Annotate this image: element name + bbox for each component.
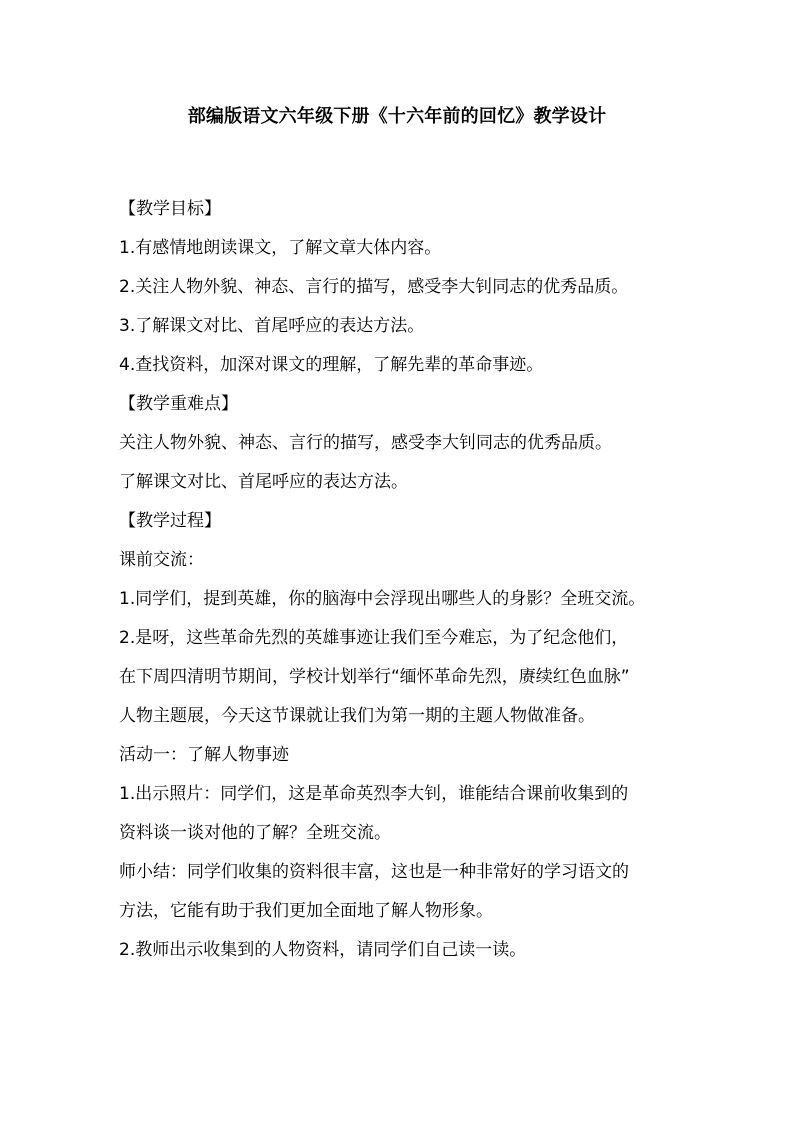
paragraph-line: 资料谈一谈对他的了解？全班交流。: [119, 823, 391, 843]
paragraph-line: 人物主题展，今天这节课就让我们为第一期的主题人物做准备。: [119, 706, 595, 726]
document-title: 部编版语文六年级下册《十六年前的回忆》教学设计: [187, 106, 607, 127]
paragraph-line: 方法，它能有助于我们更加全面地了解人物形象。: [119, 901, 493, 921]
paragraph-line: 1.有感情地朗读课文，了解文章大体内容。: [119, 238, 442, 258]
paragraph-line: 4.查找资料，加深对课文的理解，了解先辈的革命事迹。: [119, 355, 544, 375]
paragraph-line: 3.了解课文对比、首尾呼应的表达方法。: [119, 316, 425, 336]
paragraph-line: 1.同学们，提到英雄，你的脑海中会浮现出哪些人的身影？全班交流。: [119, 589, 646, 609]
paragraph-line: 师小结：同学们收集的资料很丰富，这也是一种非常好的学习语文的: [119, 862, 629, 882]
activity-heading: 活动一：了解人物事迹: [119, 745, 289, 765]
section-heading-key-points: 【教学重难点】: [119, 394, 238, 414]
paragraph-line: 课前交流：: [119, 550, 204, 570]
section-heading-process: 【教学过程】: [119, 511, 221, 531]
section-heading-objectives: 【教学目标】: [119, 199, 221, 219]
paragraph-line: 关注人物外貌、神态、言行的描写，感受李大钊同志的优秀品质。: [119, 433, 612, 453]
paragraph-line: 了解课文对比、首尾呼应的表达方法。: [119, 472, 408, 492]
paragraph-line: 2.关注人物外貌、神态、言行的描写，感受李大钊同志的优秀品质。: [119, 277, 629, 297]
paragraph-line: 在下周四清明节期间，学校计划举行“缅怀革命先烈，赓续红色血脉”: [119, 667, 630, 687]
paragraph-line: 2.教师出示收集到的人物资料，请同学们自己读一读。: [119, 940, 527, 960]
document-body: [119, 196, 689, 976]
paragraph-line: 2.是呀，这些革命先烈的英雄事迹让我们至今难忘，为了纪念他们，: [119, 628, 629, 648]
paragraph-line: 1.出示照片：同学们，这是革命英烈李大钊，谁能结合课前收集到的: [119, 784, 629, 804]
